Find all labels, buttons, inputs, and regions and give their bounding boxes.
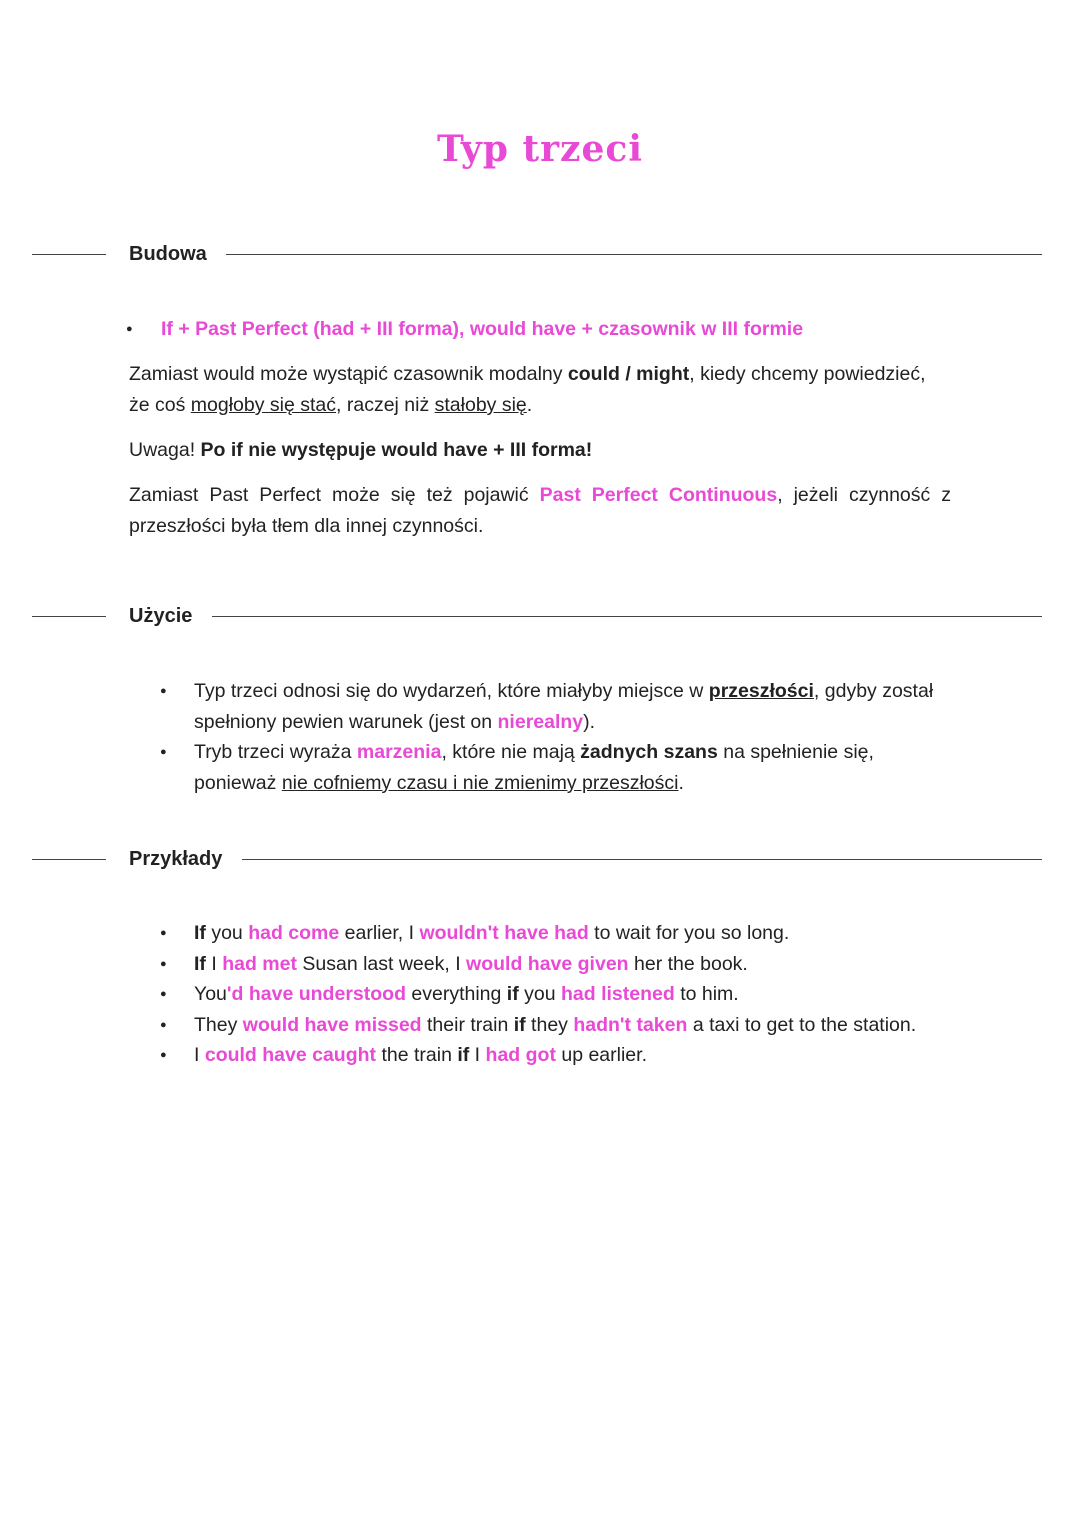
formula-list [129,314,951,345]
text: earlier, I [339,922,420,944]
rule-right [242,859,1042,860]
list-item [129,737,951,798]
text: . [678,771,684,794]
text: , jeżeli czynność z przeszłości była tłem dla innej czynności. [129,484,951,537]
text: ). [583,710,596,733]
rule-left [32,254,106,255]
highlight-text: nierealny [497,710,584,733]
text: everything [405,983,507,1006]
text: Tryb trzeci wyraża [194,741,357,764]
list-item [129,676,951,737]
text: you [518,983,561,1006]
formula-item [129,314,951,345]
text: to wait for you so long. [588,922,790,944]
paragraph-modal [129,359,951,421]
text: you [205,922,249,944]
usage-list [129,676,951,798]
highlight-text: had got [485,1044,556,1067]
text: raczej niż [341,394,435,416]
section-header-uzycie [0,605,1080,629]
section-header-przyklady [0,848,1080,872]
bold-text: if [457,1044,470,1067]
examples-list [129,918,989,1071]
text: Susan last week, I [296,952,467,975]
rule-right [226,254,1042,255]
bold-text: żadnych szans [580,741,718,764]
highlight-text: had come [248,922,340,944]
text: Zamiast would może wystąpić czasownik modalny [129,363,568,385]
section-header-budowa [0,243,1080,267]
rule-left [32,859,106,860]
bold-text: if [506,983,519,1006]
text: You [194,983,227,1006]
rule-right [212,616,1042,617]
highlight-text: would have given [466,952,629,975]
text: , gdyby został spełniony pewien warunek (jest on [194,680,934,733]
highlight-text: had listened [561,983,675,1006]
bold-underlined-text: przeszłości [708,680,814,702]
section-heading-budowa: Budowa [129,243,207,265]
text: they [525,1013,574,1036]
bold-text: could / might [567,363,690,385]
text: . [526,394,533,416]
text: , które nie mają [441,741,581,764]
paragraph-continuous [129,480,951,542]
text: the train [376,1044,458,1067]
text: Zamiast Past Perfect może się też pojawić [129,484,540,506]
text: to him. [674,983,739,1006]
highlight-text: marzenia [356,741,442,764]
text: her the book. [628,952,748,975]
text: , kiedy chcemy powiedzieć, że coś [129,363,926,416]
bold-text: if [513,1013,526,1036]
highlight-text: wouldn't have had [419,922,589,944]
formula-text: If + Past Perfect (had + III forma), would have + czasownik w III formie [161,318,804,340]
page-title: Typ trzeci [437,128,643,170]
highlight-text: would have missed [242,1013,422,1036]
bold-text: If [194,922,206,944]
highlight-text: hadn't taken [573,1013,688,1036]
example-item [129,1010,989,1041]
text: I [194,1044,205,1067]
example-item [129,918,989,949]
underlined-text: nie cofniemy czasu i nie zmienimy przeszłości [281,771,679,794]
example-item [129,1040,989,1071]
underlined-text: stałoby się [434,394,527,416]
section-heading-przyklady: Przykłady [129,848,223,870]
paragraph-warning [129,435,951,466]
bold-text: Po if nie występuje would have + III forma! [200,439,593,461]
text: Typ trzeci odnosi się do wydarzeń, które miałyby miejsce w [194,680,709,702]
text: their train [421,1013,514,1036]
underlined-text: mogłoby się stać, [190,394,342,416]
rule-left [32,616,106,617]
text: up earlier. [555,1044,647,1067]
section-heading-uzycie: Użycie [129,605,193,627]
text: na spełnienie się, ponieważ [194,741,874,794]
highlight-text: could have caught [204,1044,377,1067]
highlight-text: 'd have understood [226,983,406,1006]
example-item [129,979,989,1010]
text: Uwaga! [129,439,201,461]
text: They [194,1013,243,1036]
highlight-text: Past Perfect Continuous [539,484,778,506]
example-item [129,949,989,980]
text: I [469,1044,486,1067]
text: I [205,952,223,975]
highlight-text: had met [222,952,297,975]
text: a taxi to get to the station. [687,1013,917,1036]
bold-text: If [194,952,206,975]
